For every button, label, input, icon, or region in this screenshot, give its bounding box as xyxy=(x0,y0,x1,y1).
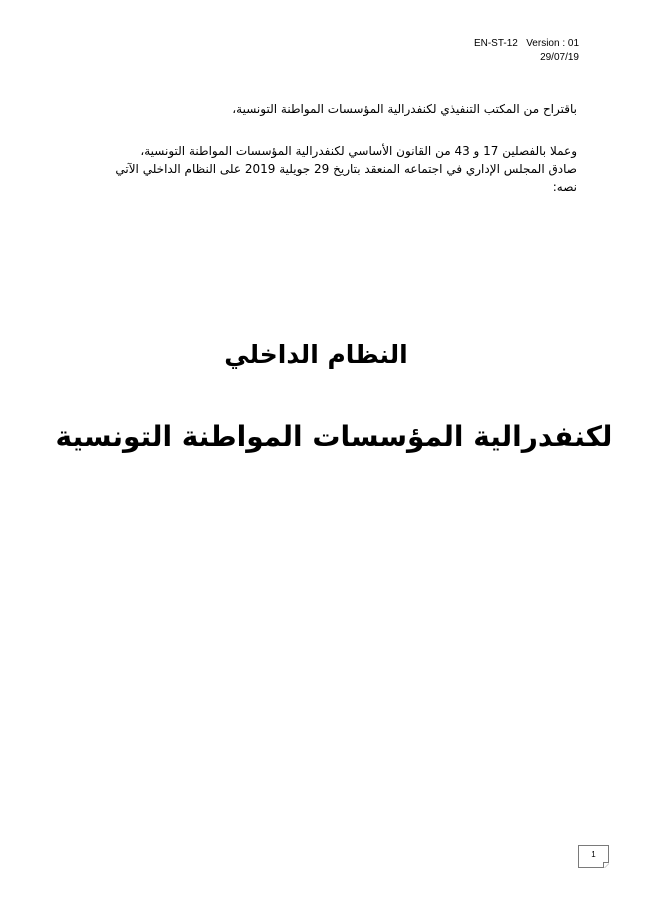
page-number: 1 xyxy=(591,850,596,859)
intro-text: باقتراح من المكتب التنفيذي لكنفدرالية المؤسسات المواطنة التونسية، xyxy=(232,102,577,116)
document-title-line-2: لكنفدرالية المؤسسات المواطنة التونسية xyxy=(55,420,613,453)
document-code: EN-ST-12 xyxy=(473,38,518,49)
document-date: 29/07/19 xyxy=(540,52,579,63)
document-header xyxy=(474,37,579,65)
document-version: Version : 01 xyxy=(526,38,579,49)
considering-line-1: وعملا بالفصلين 17 و 43 من القانون الأساسي لكنفدرالية المؤسسات المواطنة التونسية، xyxy=(140,144,577,158)
considering-line-2: صادق المجلس الإداري في اجتماعه المنعقد بتاريخ 29 جويلية 2019 على النظام الداخلي الآتي xyxy=(115,162,577,176)
document-title-line-1: النظام الداخلي xyxy=(224,340,408,369)
page-number-box xyxy=(578,845,609,868)
considering-paragraph xyxy=(57,142,577,196)
considering-line-3: نصه: xyxy=(552,180,577,194)
intro-paragraph xyxy=(57,100,577,118)
